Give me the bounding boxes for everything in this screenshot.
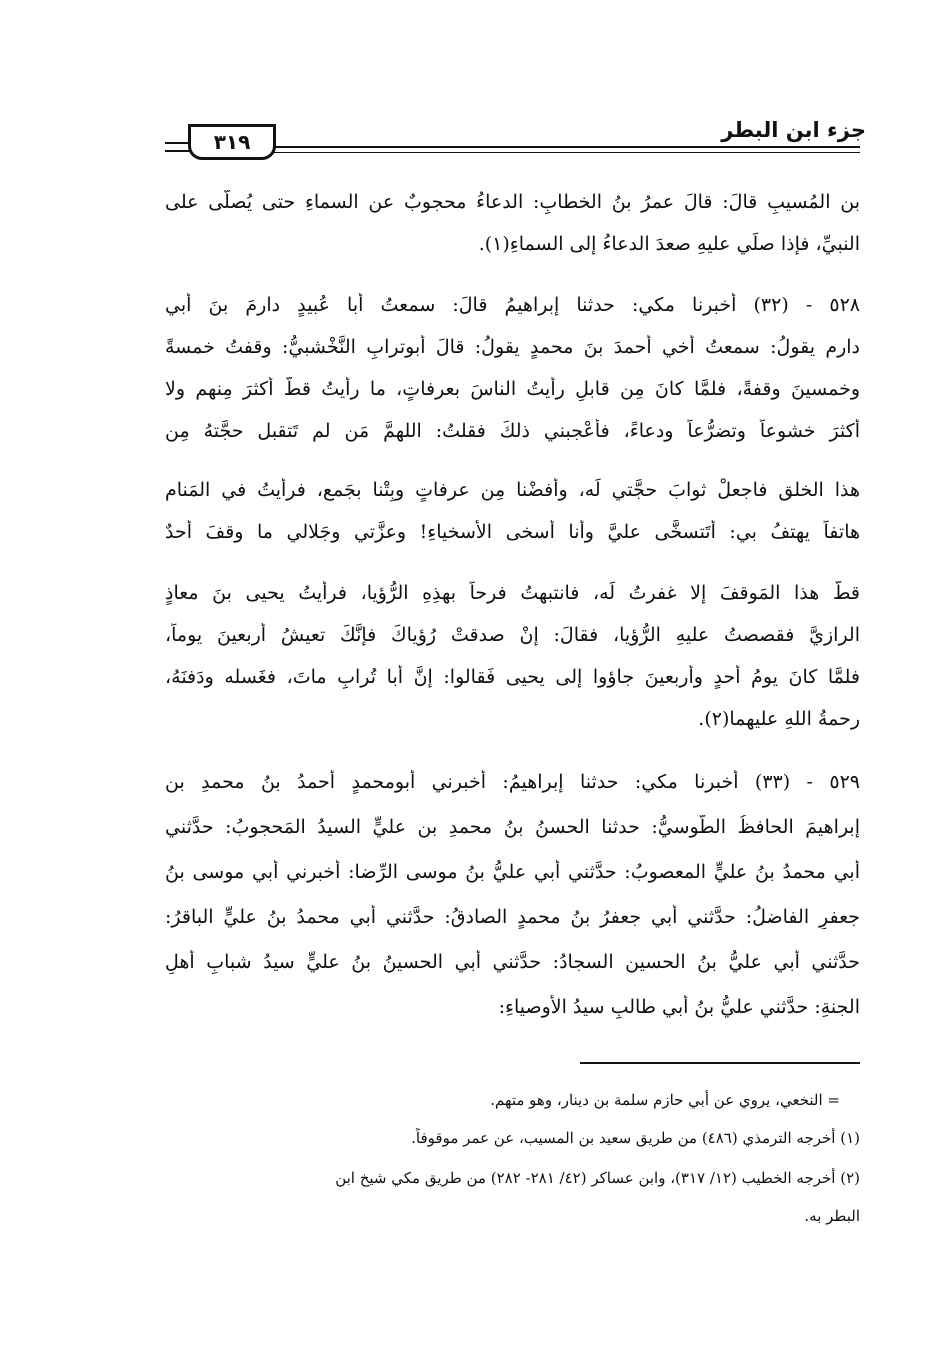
footnote-1: (١) أخرجه الترمذي (٤٨٦) من طريق سعيد بن المسيب، عن عمر موقوفاً. (411, 1129, 860, 1147)
text-line: ٥٢٩ - (٣٣) أخبرنا مكي: حدثنا إبراهيمُ: أخبرني أبومحمدٍ أحمدُ بنُ محمدِ بنِ (165, 771, 860, 793)
text-line: أَبي محمدُ بنُ عليٍّ المعصوبُ: حدَّثني أَبي عليُّ بنُ موسى الرِّضا: أخبرني أَبي موسى بنُ (165, 861, 860, 883)
footnote-2-continuation: البطر به. (804, 1207, 860, 1225)
text-line: فلمَّا كانَ يومُ أحدٍ وأربعينَ جاؤوا إلى يحيى فَقالوا: إنَّ أبا تُرابٍ ماتَ، فغَسله ودَفنَهُ، (165, 666, 860, 688)
text-line: النبيِّ، فإذا صلِّي عليهِ صعدَ الدعاءُ إلى السماءِ(١). (478, 233, 860, 255)
text-line: دارمٍ يقولُ: سمعتُ أخي أحمدَ بنَ محمدٍ يقولُ: قالَ أبوترابِ النَّخْشبيُّ: وقفتُ خمسةً (165, 336, 860, 358)
footnote-continuation: = النخعي، يروي عن أبي حازم سلمة بن دينار، وهو متهم. (490, 1091, 840, 1109)
header-rule-main-lower (272, 152, 860, 153)
text-line: الجنةِ: حدَّثني عليُّ بنُ أبي طالبٍ سيدُ الأَوصياءِ: (498, 996, 860, 1018)
header-rule-main (272, 146, 860, 148)
text-line: وخمسينَ وقفةً، فلمَّا كانَ مِن قابلٍ رأيتُ الناسَ بعرفاتٍ، ما رأيتُ قطُّ أكثرَ مِنهم ولا (165, 378, 860, 400)
running-header-title: جزء ابن البطر (721, 118, 866, 142)
text-line: حدَّثني أَبي عليُّ بنُ الحسينِ السجادُ: حدَّثني أَبي الحسينُ بنُ عليٍّ سيدُ شبابِ أهلِ (165, 951, 860, 973)
text-line: بنِ المُسيبِ قالَ: قالَ عمرُ بنُ الخطابِ: الدعاءُ محجوبٌ عن السماءِ حتى يُصلّى على (165, 191, 860, 213)
footnote-separator (580, 1062, 860, 1064)
footnote-2: (٢) أخرجه الخطيب (١٢/ ٣١٧)، وابن عساكر (٤٢/ ٢٨١- ٢٨٢) من طريق مكي شيخ ابن (335, 1169, 860, 1187)
text-line: ٥٢٨ - (٣٢) أخبرنا مكي: حدثنا إبراهيمُ قالَ: سمعتُ أبا عُبيدٍ دارمَ بنَ أبي (165, 294, 860, 316)
text-line: قطُّ هذا المَوقفَ إلا غفرتُ لَه، فانتبهتُ فرحاً بهذِهِ الرُّؤيا، فرأيتُ يحيى بنَ معاذٍ (165, 582, 860, 604)
page-number-box (188, 124, 276, 160)
text-line: الرازيَّ فقصصتُ عليهِ الرُّؤيا، فقالَ: إنْ صدقتْ رُؤياكَ فإنَّكَ تعيشُ أربعينَ يوماً، (165, 624, 860, 646)
text-line: أكثرَ خشوعاً وتضرُّعاً ودعاءً، فأعْجبني ذلكَ فقلتُ: اللهمَّ مَن لم تَتقبل حجَّتهُ مِن (165, 420, 860, 442)
text-line: رحمةُ اللهِ عليهما(٢). (698, 708, 860, 730)
text-line: هذا الخلقِ فاجعلْ ثوابَ حجَّتي لَه، وأَفضْنا مِن عرفاتٍ وبِتْنا بجَمعٍ، فرأيتُ في المَنامِ (165, 479, 860, 501)
page-number: ٣١٩ (213, 130, 251, 154)
text-line: هاتفاً يهتفُ بي: أتَتسخَّى عليَّ وأَنا أَسخى الأسخياءِ! وعزَّتي وجَلالي ما وقفَ أحدٌ (165, 521, 860, 543)
text-line: إبراهيمَ الحافظُ الطُّوسيُّ: حدثنا الحسنُ بنُ محمدِ بنِ عليٍّ السيدُ المَحجوبُ: حدَّثني (165, 816, 860, 838)
text-line: جعفرٍ الفاضلُ: حدَّثني أَبي جعفرُ بنُ محمدٍ الصادقُ: حدَّثني أَبي محمدُ بنُ عليٍّ الباقرُ: (165, 906, 860, 928)
